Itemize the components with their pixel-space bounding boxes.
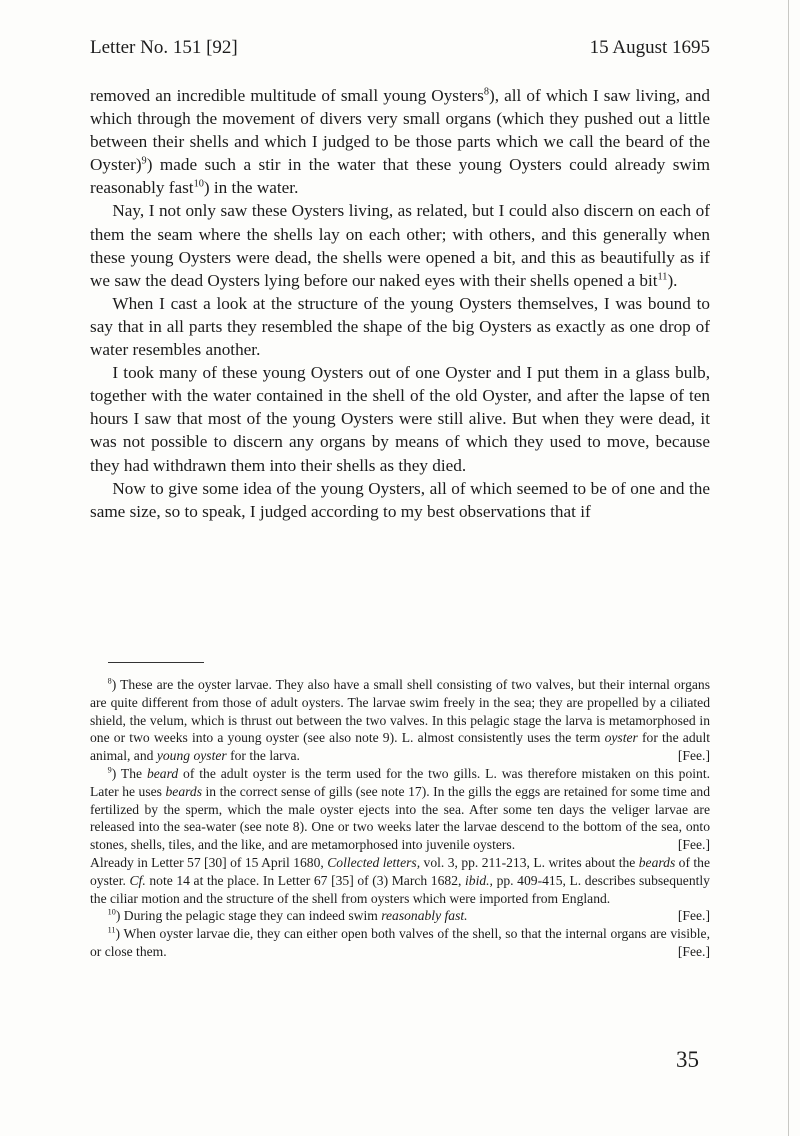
footnote-tag: [Fee.] bbox=[677, 837, 710, 853]
footnote-ref-10: 10 bbox=[193, 178, 204, 190]
footnote-10: $^{10}$) During the pelagic stage they can indeed swim reasonably fast. [Fee.] bbox=[107, 907, 710, 924]
footnote-separator bbox=[108, 662, 204, 663]
paragraph-5: Now to give some idea of the young Oysters, all of which seemed to be of one and the same size, so to speak, I judged according to my best observations that if bbox=[90, 478, 710, 521]
footnote-ref-9: 9 bbox=[141, 155, 147, 167]
header-letter-number: Letter No. 151 [92] bbox=[90, 37, 238, 58]
footnote-tag: [Fee.] bbox=[677, 748, 710, 764]
page-number: 35 bbox=[676, 1047, 699, 1072]
paragraph-2: Nay, I not only saw these Oysters living, as related, but I could also discern on each of them the seam where the shells lay on each other; with others, and this generally when these young Oysters were dead, the shells were opened a bit, and this as beautifully as if we saw the dead Oysters lying before our naked eyes with their shells opened a bit$^{11}$). bbox=[90, 201, 710, 290]
footnotes bbox=[90, 676, 710, 961]
footnote-9: $^9$) The beard of the adult oyster is the term used for the two gills. L. was therefore mistaken on this point. Later he uses beards in the correct sense of gills (see note 17). In the gills the eggs are retained for some time and fertilized by the sperm, which the male oyster ejects into the sea. After some ten days the veliger larvae are released into the sea-water (see note 8). One or two weeks later the larvae descend to the bottom of the sea, onto stones, shells, tiles, and the like, and are metamorphosed into juvenile oysters. [Fee.] bbox=[90, 765, 710, 853]
footnote-11: $^{11}$) When oyster larvae die, they can either open both valves of the shell, so that the internal organs are visible, or close them. [Fee.] bbox=[90, 925, 710, 959]
footnote-tag: [Fee.] bbox=[677, 908, 710, 924]
footnote-tag: [Fee.] bbox=[677, 943, 710, 959]
footnote-8: $^8$) These are the oyster larvae. They also have a small shell consisting of two valves, but their internal organs are quite different from those of adult oysters. The larvae swim freely in the sea; they are propelled by a ciliated shield, the velum, which is thrust out between the two valves. In this pelagic stage the larva is metamorphosed in one or two weeks into a young oyster (see also note 9). L. almost consistently uses the term oyster for the adult animal, and young oyster for the larva. [Fee.] bbox=[90, 676, 710, 764]
footnote-ref-11: 11 bbox=[657, 271, 668, 283]
header-date: 15 August 1695 bbox=[589, 37, 710, 58]
page-edge-line bbox=[788, 0, 789, 1136]
main-text bbox=[90, 84, 710, 523]
paragraph-1: removed an incredible multitude of small young Oysters$^8$), all of which I saw living, and which through the movement of divers very small organs (which they pushed out a little between their shells and which I judged to be those parts which we call the beard of the Oyster)$^9$) made such a stir in the water that these young Oysters could already swim reasonably fast$^{10}$) in the water. bbox=[90, 86, 710, 198]
paragraph-4: I took many of these young Oysters out of one Oyster and I put them in a glass bulb, together with the water contained in the shell of the old Oyster, and after the lapse of ten hours I saw that most of the young Oysters were still alive. But when they were dead, it was not possible to discern any organs by means of which they used to move, because they had withdrawn them into their shells as they died. bbox=[90, 363, 710, 475]
footnote-9-continued: Already in Letter 57 [30] of 15 April 1680, Collected letters, vol. 3, pp. 211-213, L. writes about the beards of the oyster. Cf. note 14 at the place. In Letter 67 [35] of (3) March 1682, ibid., pp. 409-415, L. describes subsequently the ciliar motion and the structure of the shell from oysters which were imported from England. bbox=[90, 854, 710, 906]
paragraph-3: When I cast a look at the structure of the young Oysters themselves, I was bound to say that in all parts they resembled the shape of the big Oysters as exactly as one drop of water resembles another. bbox=[90, 293, 710, 360]
footnote-ref-8: 8 bbox=[483, 86, 489, 98]
